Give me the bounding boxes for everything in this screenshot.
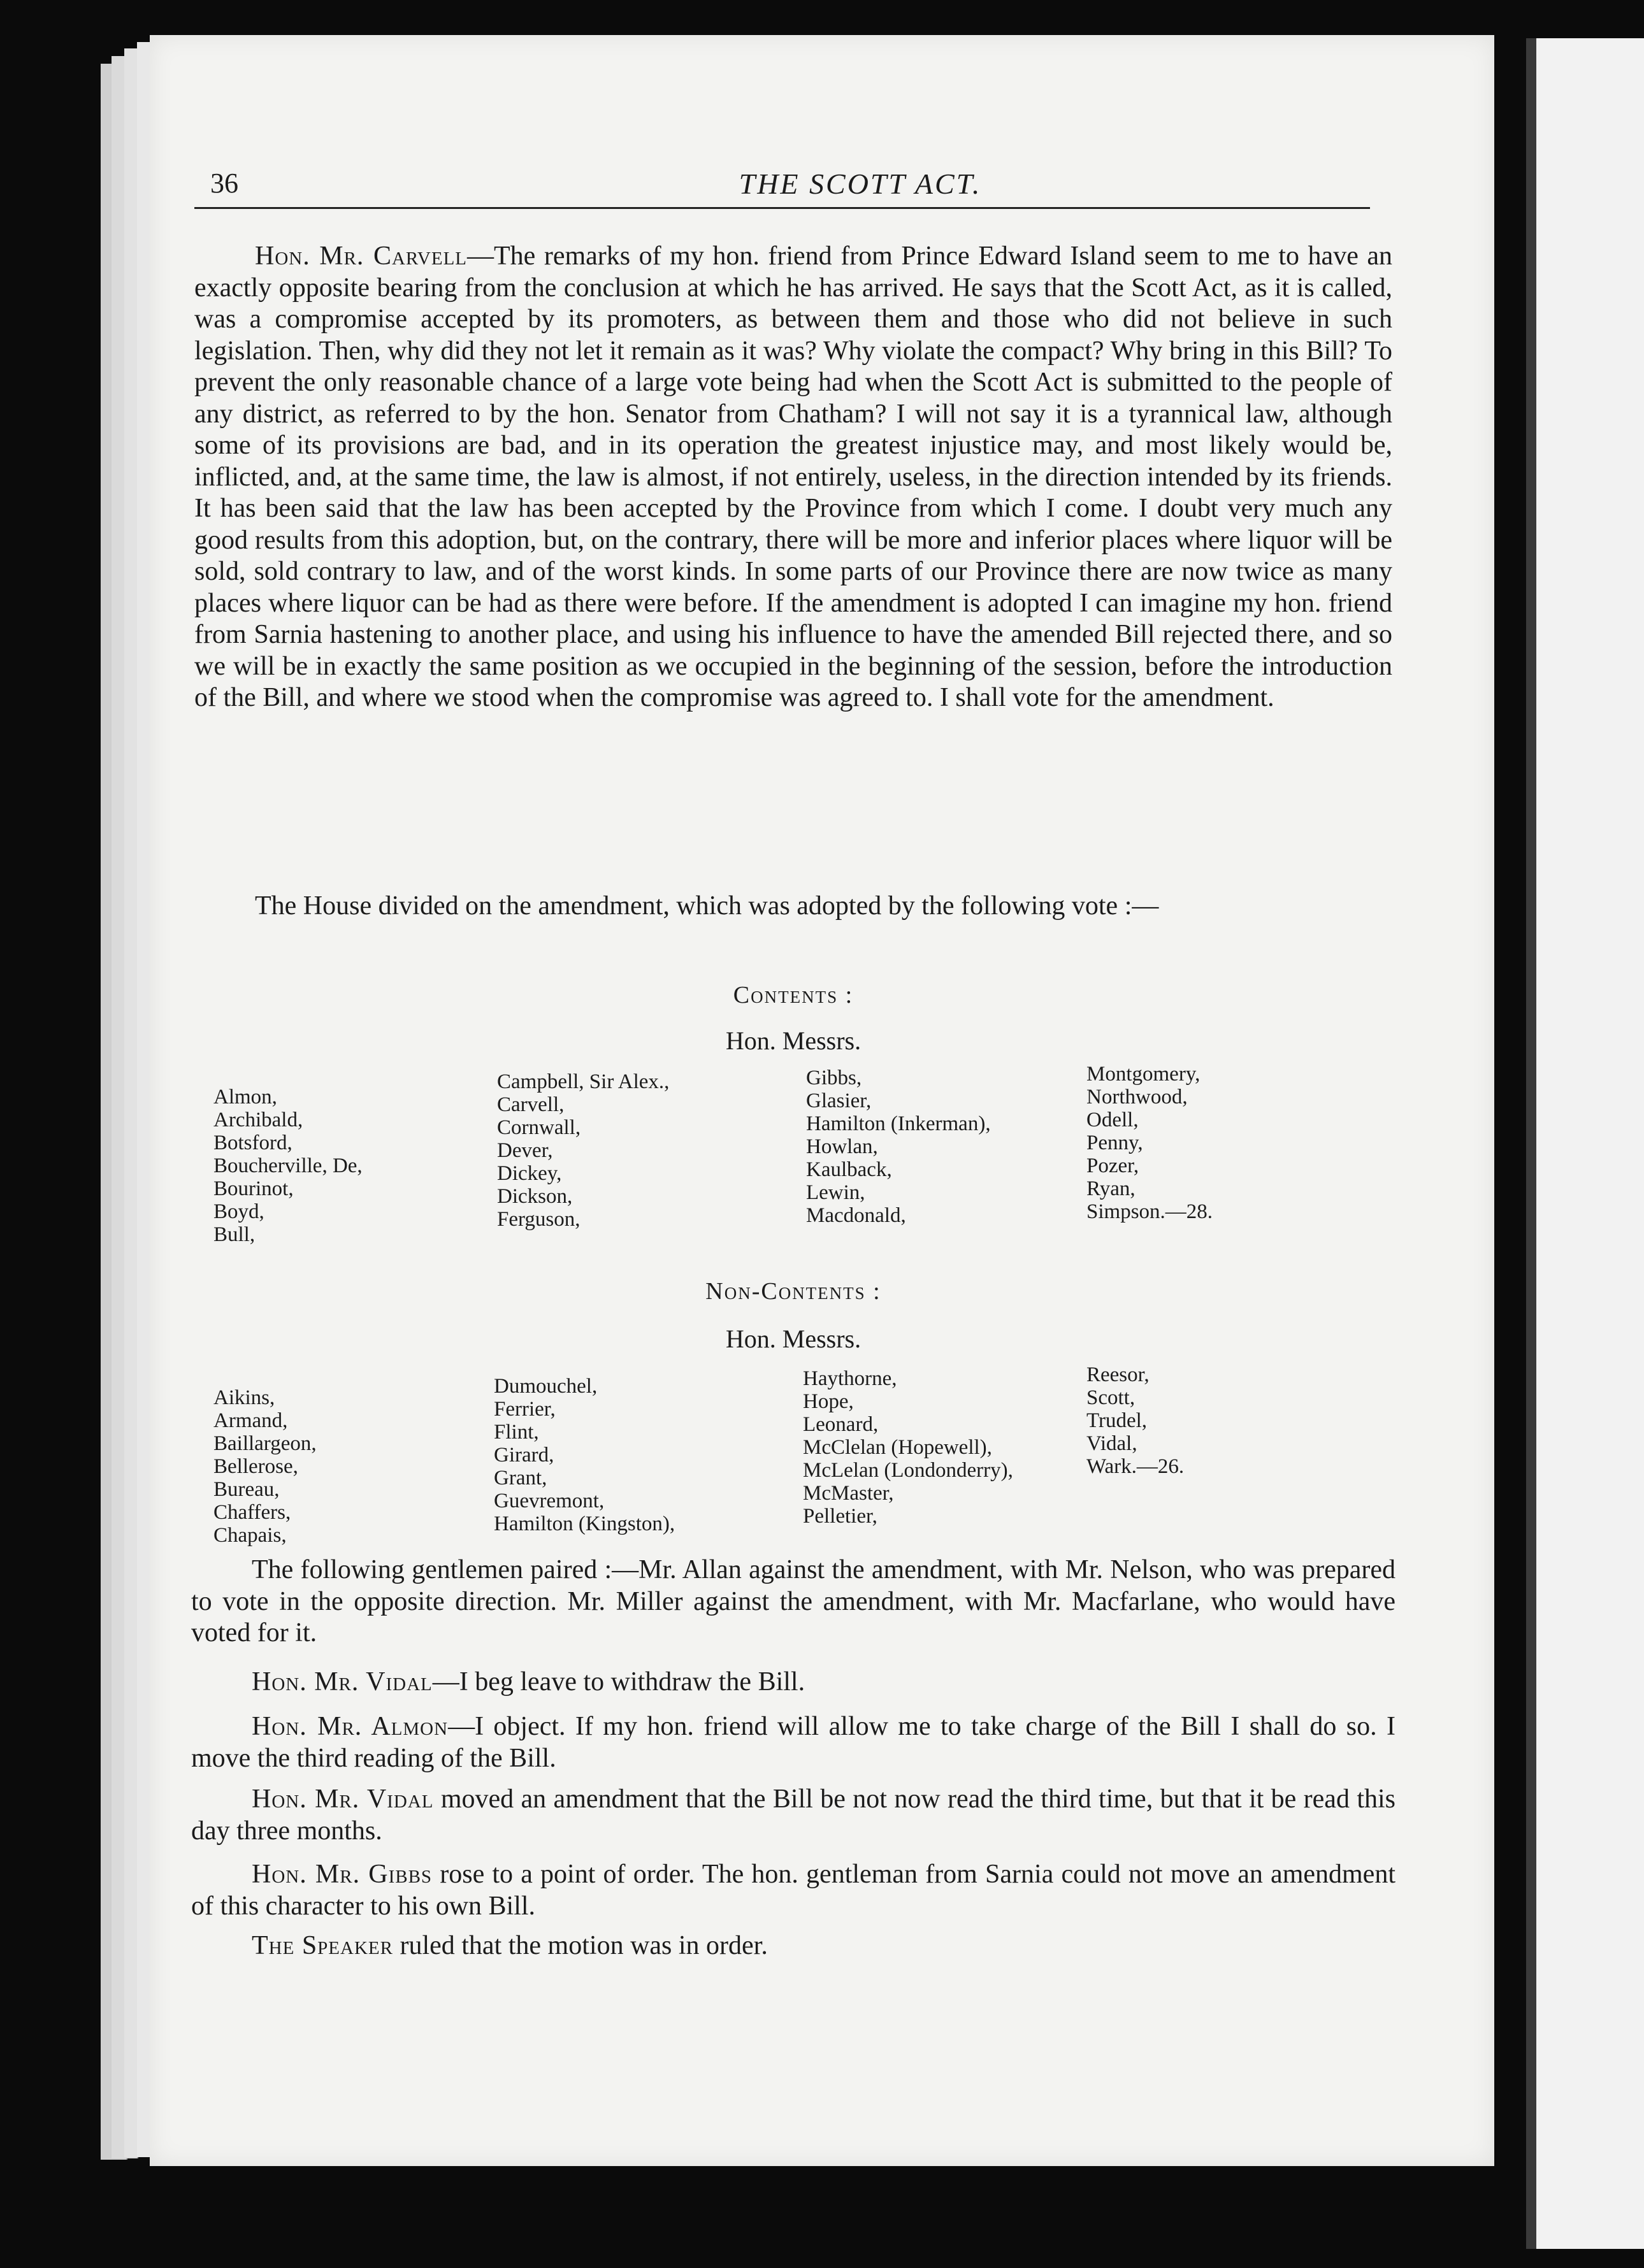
member-name: Dickey,: [497, 1162, 562, 1185]
speech-text: —The remarks of my hon. friend from Prince Edward Island seem to me to have an exactly opposite bearing from the conclusion at which he has arrived. He says that the Scott Act, as it is called, was a compromise accepted by its promoters, as between them and those who did not believe in such legislation. Then, why did they not let it remain as it was? Why violate the compact? Why bring in this Bill? To prevent the only reasonable chance of a large vote being had when the Scott Act is submitted to the people of any district, as referred to by the hon. Senator from Chatham? I will not say it is a tyrannical law, although some of its provisions are bad, and in its operation the greatest injustice may, and most likely would be, inflicted, and, at the same time, the law is almost, if not entirely, useless, in the direction intended by its friends. It has been said that the law has been accepted by the Province from which I come. I doubt very much any good results from this adoption, but, on the contrary, there will be more and inferior places where liquor will be sold, sold contrary to law, and of the worst kinds. In some parts of our Province there are now twice as many places where liquor can be had as there were before. If the amendment is adopted I can imagine my hon. friend from Sarnia hastening to another place, and using his influence to have the amended Bill rejected there, and so we will be in exactly the same position as we occupied in the beginning of the session, before the introduction of the Bill, and where we stood when the compromise was agreed to. I shall vote for the amendment.: [194, 241, 1393, 712]
paired-paragraph: [191, 1554, 1395, 1649]
member-name: Ferguson,: [497, 1208, 580, 1231]
member-name: Boyd,: [213, 1200, 264, 1223]
member-name: Botsford,: [213, 1131, 292, 1154]
carvell-speech: [194, 241, 1392, 714]
member-name: Guevremont,: [494, 1489, 605, 1512]
vidal-amendment: [191, 1784, 1395, 1847]
member-name: Campbell, Sir Alex.,: [497, 1070, 670, 1093]
page-title: THE SCOTT ACT.: [739, 168, 982, 200]
member-name: Haythorne,: [803, 1367, 897, 1390]
speaker-name: Hon. Mr. Gibbs: [252, 1860, 433, 1889]
member-name: Scott,: [1086, 1386, 1136, 1409]
running-head: [210, 167, 1510, 212]
almon-objection: [191, 1711, 1395, 1774]
contents-column: [213, 1063, 497, 1246]
member-name: McLelan (Londonderry),: [803, 1459, 1013, 1482]
non-contents-column: [803, 1363, 1086, 1547]
gibbs-point-of-order: [191, 1859, 1395, 1922]
member-name: Chapais,: [213, 1524, 287, 1547]
adjacent-page: [1526, 38, 1644, 2249]
non-contents-subheading: Hon. Messrs.: [725, 1324, 862, 1353]
non-contents-column: [494, 1363, 803, 1547]
member-name: Hamilton (Kingston),: [494, 1512, 675, 1535]
member-name: Odell,: [1086, 1109, 1139, 1131]
member-name: McMaster,: [803, 1482, 894, 1505]
member-name: Wark.—26.: [1086, 1455, 1185, 1478]
contents-column: [1086, 1063, 1329, 1246]
speaker-name: Hon. Mr. Vidal: [252, 1784, 434, 1814]
speaker-name: Hon. Mr. Carvell: [255, 241, 468, 271]
non-contents-column: [213, 1363, 494, 1547]
non-contents-heading: Non-Contents :: [705, 1278, 881, 1305]
member-name: McClelan (Hopewell),: [803, 1436, 992, 1459]
member-name: Ferrier,: [494, 1398, 556, 1421]
speech-text: —I beg leave to withdraw the Bill.: [432, 1667, 805, 1697]
member-name: Archibald,: [213, 1109, 303, 1131]
member-name: Kaulback,: [806, 1158, 892, 1181]
contents-list: [213, 1063, 1411, 1246]
non-contents-list: [213, 1363, 1411, 1547]
member-name: Bellerose,: [213, 1455, 298, 1478]
member-name: Ryan,: [1086, 1177, 1136, 1200]
contents-column: [497, 1063, 806, 1246]
member-name: Bureau,: [213, 1478, 280, 1501]
member-name: Grant,: [494, 1467, 547, 1489]
member-name: Baillargeon,: [213, 1432, 317, 1455]
contents-subheading: Hon. Messrs.: [725, 1026, 862, 1055]
member-name: Hamilton (Inkerman),: [806, 1112, 991, 1135]
division-intro: [194, 891, 1392, 922]
member-name: Montgomery,: [1086, 1063, 1201, 1086]
member-name: Glasier,: [806, 1089, 872, 1112]
member-name: Pozer,: [1086, 1154, 1139, 1177]
speech-text: ruled that the motion was in order.: [393, 1931, 768, 1960]
member-name: Carvell,: [497, 1093, 565, 1116]
member-name: Flint,: [494, 1421, 539, 1444]
member-name: Macdonald,: [806, 1204, 906, 1227]
speaker-ruling: [191, 1930, 1395, 1962]
speaker-name: The Speaker: [252, 1931, 393, 1960]
member-name: Simpson.—28.: [1086, 1200, 1213, 1223]
speaker-name: Hon. Mr. Almon: [252, 1712, 449, 1741]
member-name: Almon,: [213, 1086, 277, 1109]
member-name: Bull,: [213, 1223, 256, 1246]
member-name: Northwood,: [1086, 1086, 1188, 1109]
speech-text: moved an amendment that the Bill be not now read the third time, but that it be read this day three months.: [191, 1784, 1396, 1846]
header-rule: [194, 207, 1370, 209]
member-name: Reesor,: [1086, 1363, 1150, 1386]
division-intro-text: The House divided on the amendment, which was adopted by the following vote :—: [255, 891, 1159, 921]
contents-column: [806, 1063, 1086, 1246]
member-name: Dever,: [497, 1139, 553, 1162]
member-name: Gibbs,: [806, 1066, 862, 1089]
member-name: Penny,: [1086, 1131, 1143, 1154]
member-name: Dickson,: [497, 1185, 573, 1208]
member-name: Cornwall,: [497, 1116, 581, 1139]
non-contents-column: [1086, 1363, 1297, 1547]
member-name: Chaffers,: [213, 1501, 291, 1524]
page-number: 36: [210, 168, 238, 199]
member-name: Armand,: [213, 1409, 288, 1432]
speech-text: rose to a point of order. The hon. gentleman from Sarnia could not move an amendment of this character to his own Bill.: [191, 1860, 1395, 1921]
vidal-withdraw: [191, 1667, 1395, 1698]
paired-text: The following gentlemen paired :—Mr. Allan against the amendment, with Mr. Nelson, who was prepared to vote in the opposite direction. Mr. Miller against the amendment, with Mr. Macfarlane, who would have voted for it.: [191, 1555, 1395, 1647]
member-name: Howlan,: [806, 1135, 878, 1158]
member-name: Aikins,: [213, 1386, 275, 1409]
member-name: Vidal,: [1086, 1432, 1137, 1455]
speaker-name: Hon. Mr. Vidal: [252, 1667, 433, 1697]
member-name: Pelletier,: [803, 1505, 877, 1528]
speech-text: —I object. If my hon. friend will allow me to take charge of the Bill I shall do so. I move the third reading of the Bill.: [191, 1712, 1395, 1773]
member-name: Lewin,: [806, 1181, 865, 1204]
member-name: Leonard,: [803, 1413, 879, 1436]
member-name: Girard,: [494, 1444, 554, 1467]
member-name: Hope,: [803, 1390, 854, 1413]
member-name: Bourinot,: [213, 1177, 294, 1200]
member-name: Dumouchel,: [494, 1375, 598, 1398]
member-name: Boucherville, De,: [213, 1154, 363, 1177]
member-name: Trudel,: [1086, 1409, 1148, 1432]
contents-heading: Contents :: [733, 982, 854, 1008]
